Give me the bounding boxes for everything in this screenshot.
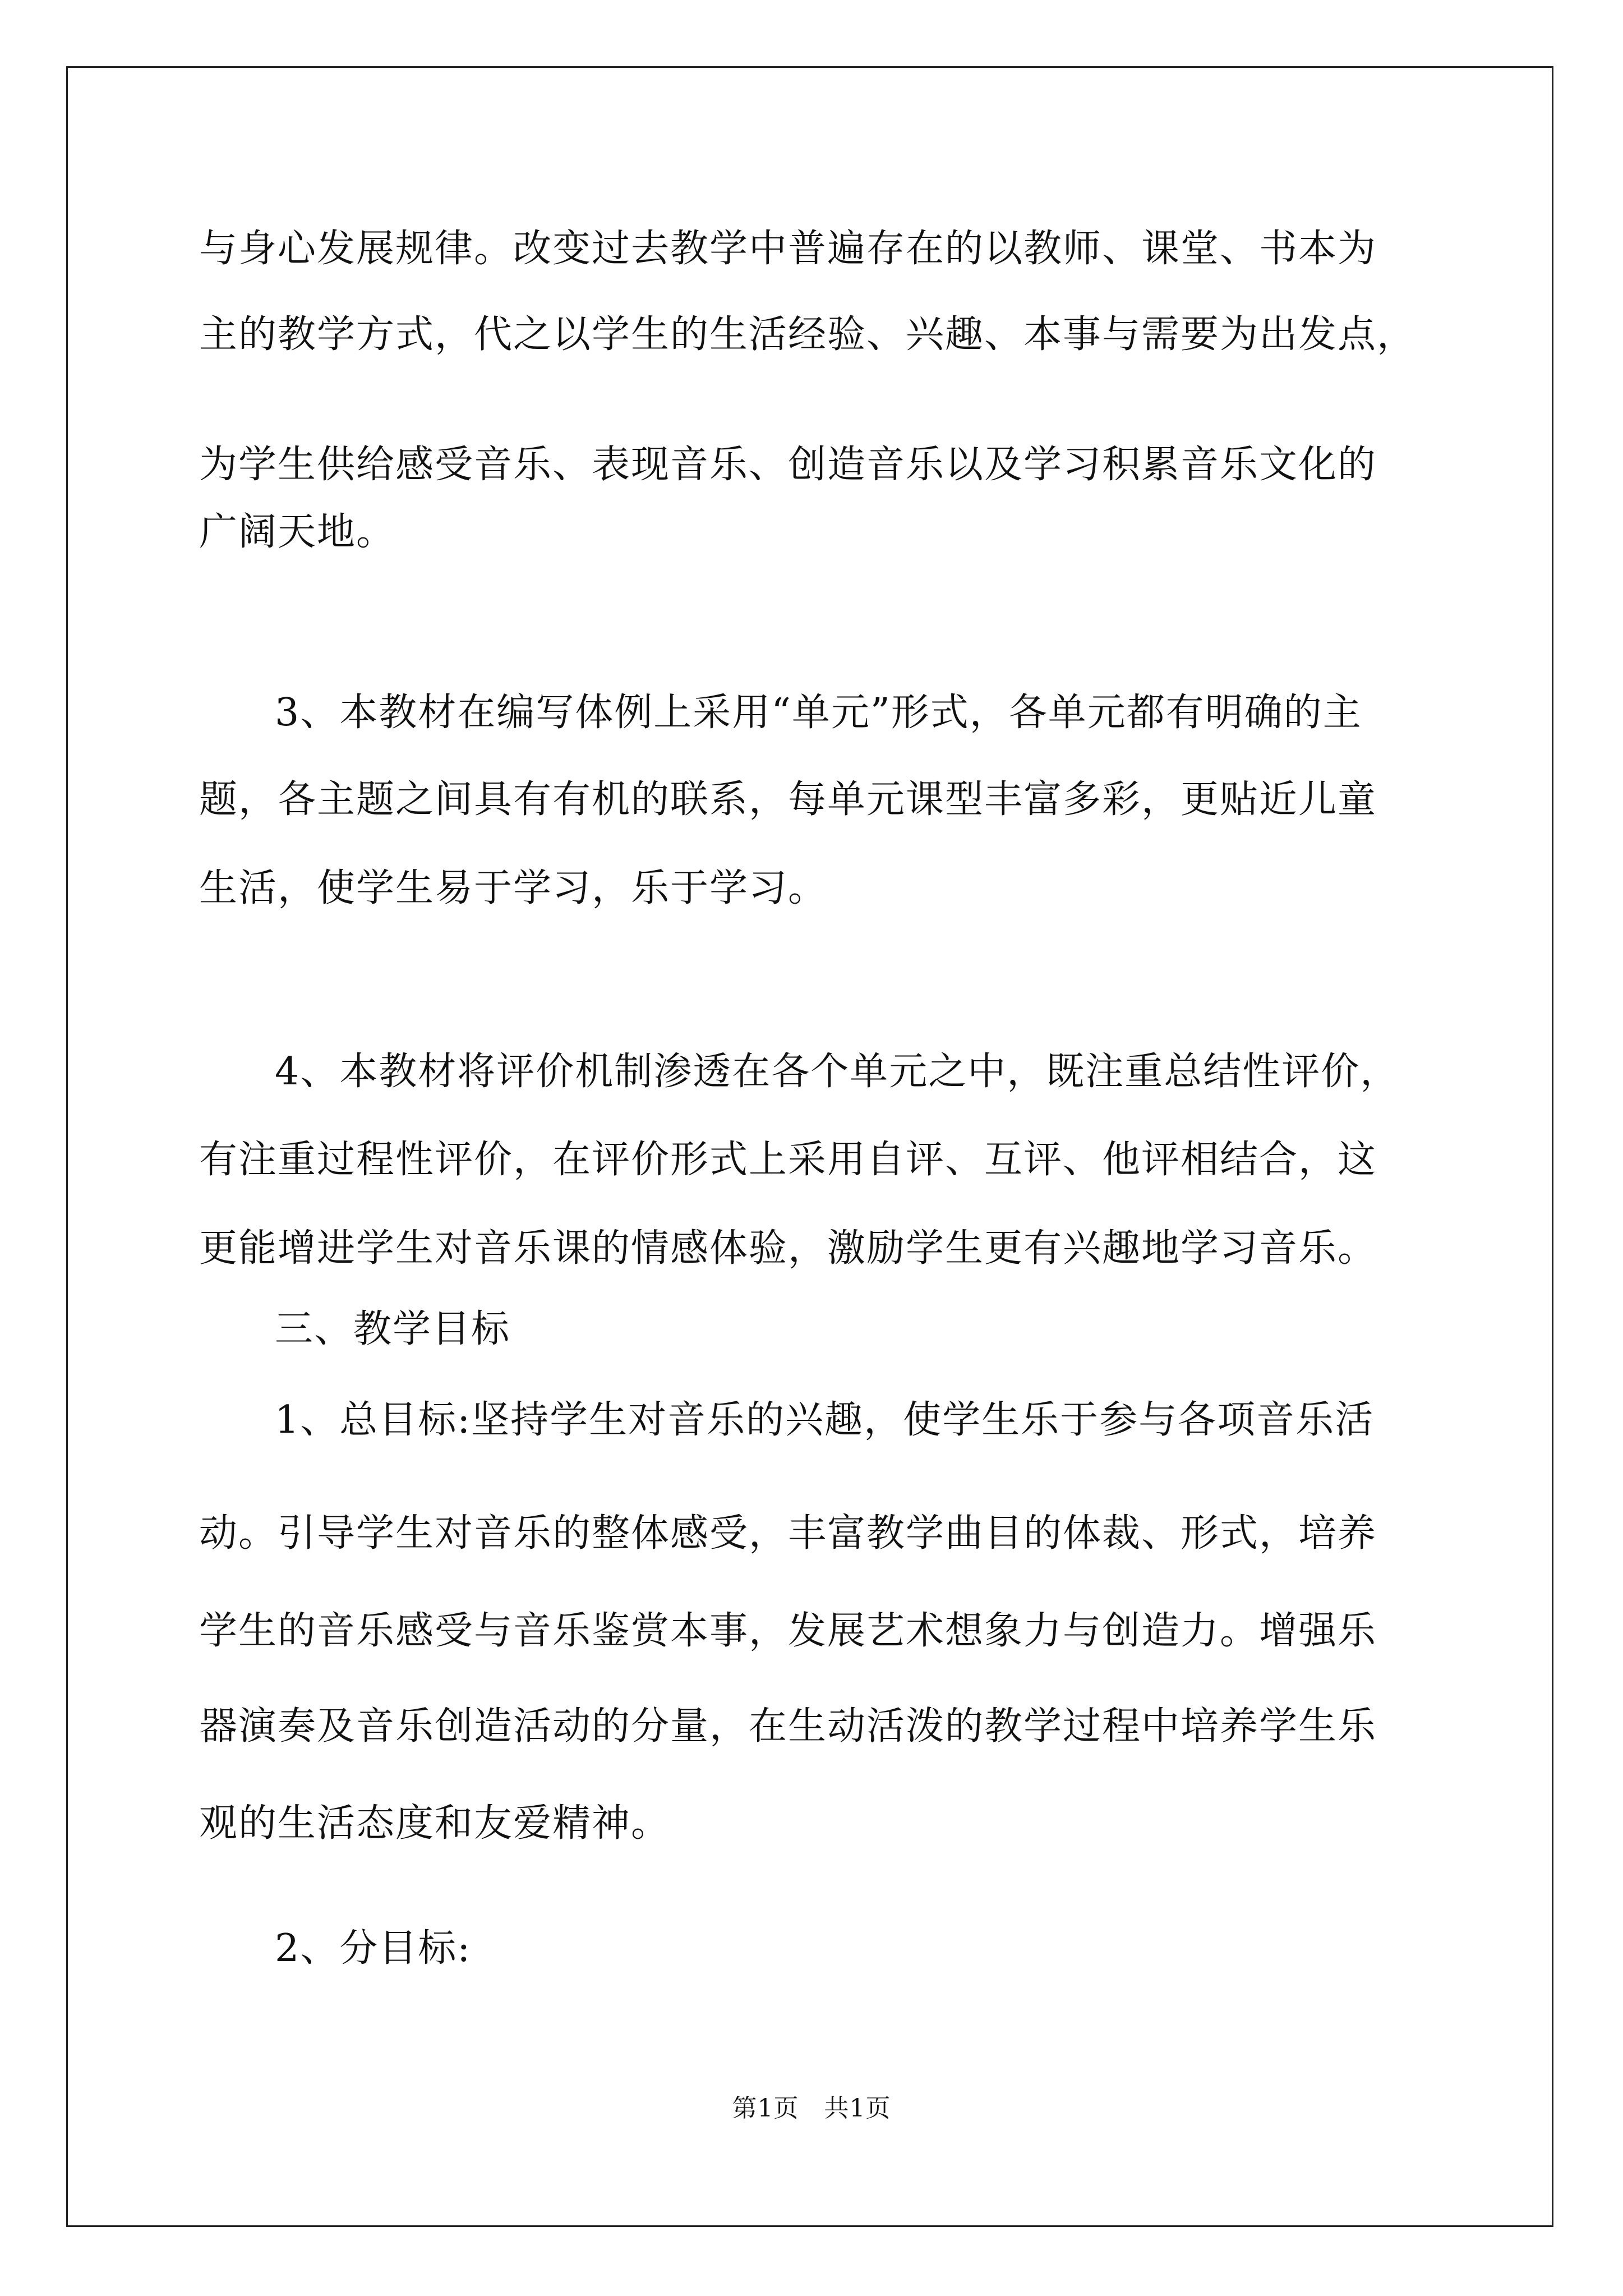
text-line: 更能增进学生对音乐课的情感体验，激励学生更有兴趣地学习音乐。 bbox=[199, 1226, 1377, 1271]
text-line: 为学生供给感受音乐、表现音乐、创造音乐以及学习积累音乐文化的 bbox=[199, 443, 1377, 487]
paragraph-4-start: 4、本教材将评价机制渗透在各个单元之中，既注重总结性评价， bbox=[275, 1050, 1400, 1094]
paragraph-goal-2-start: 2、分目标: bbox=[275, 1926, 472, 1971]
text-line: 题，各主题之间具有有机的联系，每单元课型丰富多彩，更贴近儿童 bbox=[199, 777, 1377, 822]
text-line: 主的教学方式，代之以学生的生活经验、兴趣、本事与需要为出发点， bbox=[199, 312, 1417, 357]
text-line: 观的生活态度和友爱精神。 bbox=[199, 1801, 671, 1846]
text-line: 生活，使学生易于学习，乐于学习。 bbox=[199, 866, 828, 910]
text-line: 器演奏及音乐创造活动的分量，在生动活泼的教学过程中培养学生乐 bbox=[199, 1704, 1377, 1749]
page-number-footer: 第1页 共1页 bbox=[732, 2094, 891, 2123]
text-line: 动。引导学生对音乐的整体感受，丰富教学曲目的体裁、形式，培养 bbox=[199, 1511, 1377, 1556]
text-line: 有注重过程性评价，在评价形式上采用自评、互评、他评相结合，这 bbox=[199, 1138, 1377, 1182]
text-line: 与身心发展规律。改变过去教学中普遍存在的以教师、课堂、书本为 bbox=[199, 227, 1377, 271]
text-line: 学生的音乐感受与音乐鉴赏本事，发展艺术想象力与创造力。增强乐 bbox=[199, 1609, 1377, 1653]
paragraph-3-start: 3、本教材在编写体例上采用“单元”形式，各单元都有明确的主 bbox=[275, 691, 1362, 735]
paragraph-goal-1-start: 1、总目标:坚持学生对音乐的兴趣，使学生乐于参与各项音乐活 bbox=[275, 1398, 1375, 1442]
text-line: 广阔天地。 bbox=[199, 510, 396, 554]
section-heading: 三、教学目标 bbox=[275, 1307, 511, 1351]
